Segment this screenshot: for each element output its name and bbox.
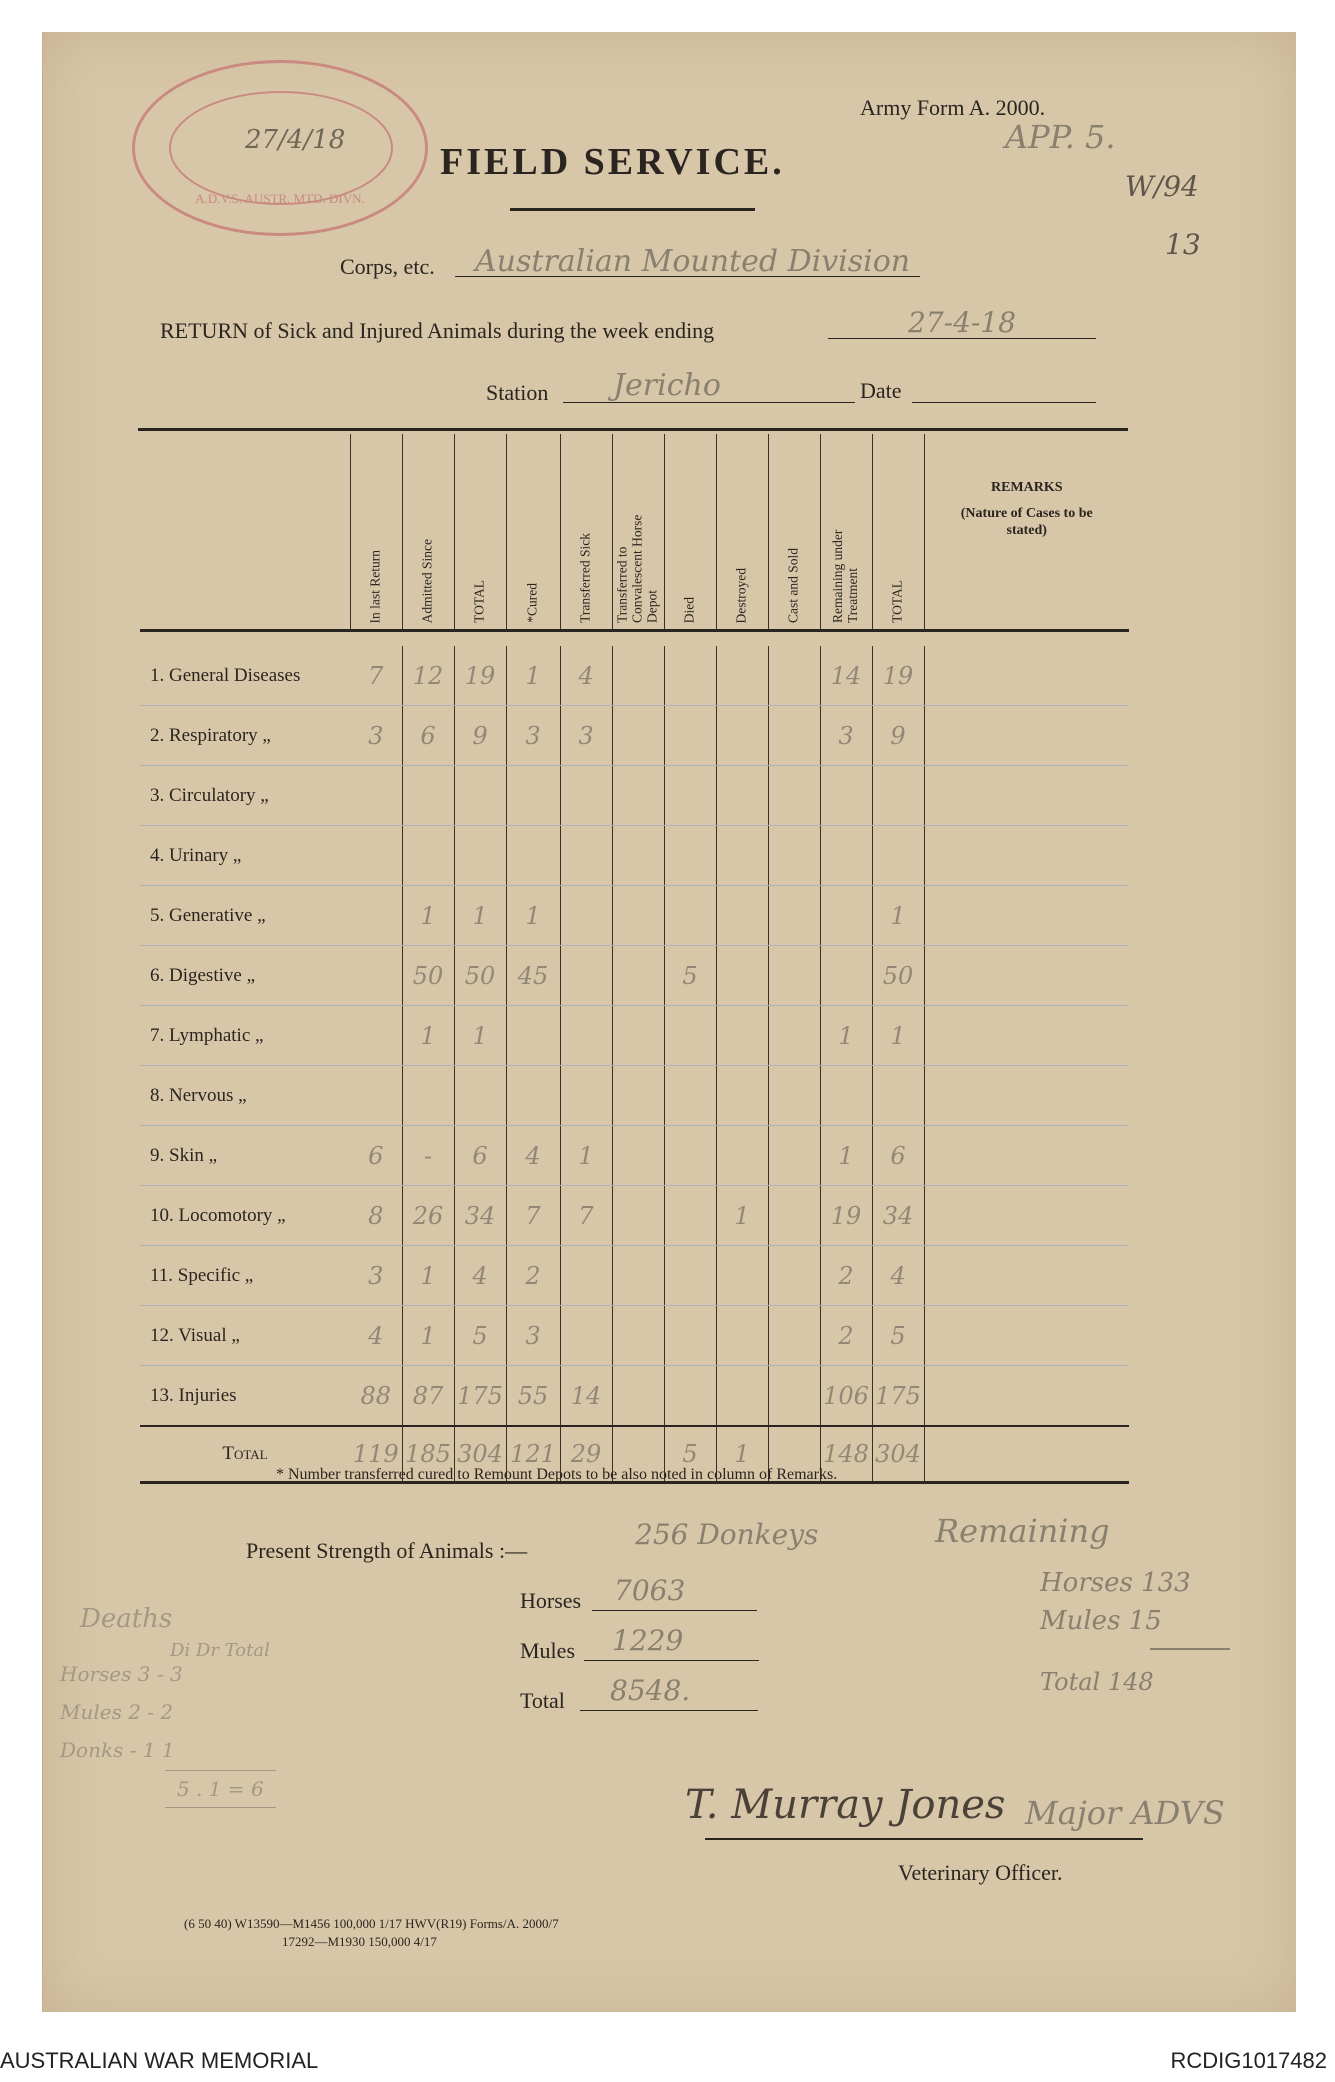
signature-role: Veterinary Officer. (898, 1860, 1063, 1885)
remaining-total: Total 148 (1040, 1668, 1154, 1696)
caption-left: AUSTRALIAN WAR MEMORIAL (0, 2048, 319, 2073)
appendix-note: APP. 5. (1005, 118, 1116, 156)
donkeys-note: 256 Donkeys (635, 1518, 819, 1551)
stamp-date: 27/4/18 (245, 125, 346, 155)
remaining-title: Remaining (935, 1512, 1110, 1550)
table-row: 1. General Diseases 7 12 19 1 4 14 19 (140, 646, 1129, 706)
row-label: 10. Locomotory „ (140, 1186, 350, 1246)
header-cured: *Cured (524, 583, 540, 623)
remaining-rule (1150, 1648, 1230, 1650)
header-remaining: Remaining under Treatment (830, 529, 860, 623)
row-label: 3. Circulatory „ (140, 766, 350, 826)
strength-label: Present Strength of Animals :— (246, 1538, 528, 1563)
table-row: 13. Injuries 88 87 175 55 14 106 175 (140, 1366, 1129, 1427)
army-form-number: Army Form A. 2000. (860, 95, 1046, 120)
row-label: 9. Skin „ (140, 1126, 350, 1186)
row-label: 4. Urinary „ (140, 826, 350, 886)
total-strength-value: 8548. (610, 1674, 691, 1707)
mules-value: 1229 (612, 1624, 684, 1657)
signature-name: T. Murray Jones (685, 1782, 1006, 1828)
mules-label: Mules (520, 1638, 575, 1663)
totals-row: Total 119 185 304 121 29 5 1 148 304 (140, 1426, 1129, 1483)
table-header-row (140, 434, 1129, 631)
mules-field (584, 1624, 759, 1661)
caption-right: RCDIG1017482 (1170, 2048, 1327, 2073)
horses-field (592, 1574, 757, 1611)
table-row: 6. Digestive „ 50 50 45 5 50 (140, 946, 1129, 1006)
returns-table (140, 434, 1129, 1484)
table-top-rule (138, 428, 1128, 431)
signature-line (705, 1838, 1143, 1840)
printer-line-1: (6 50 40) W13590—M1456 100,000 1/17 HWV(R19) Forms/A. 2000/7 (184, 1916, 559, 1931)
week-ending-field (828, 306, 1096, 339)
total-strength-field (580, 1674, 758, 1711)
table-row: 11. Specific „ 3 1 4 2 2 4 (140, 1246, 1129, 1306)
row-label: 8. Nervous „ (140, 1066, 350, 1126)
station-label: Station (486, 380, 549, 405)
row-label: 2. Respiratory „ (140, 706, 350, 766)
remarks-subtitle: (Nature of Cases to be stated) (960, 505, 1093, 538)
remarks-title: REMARKS (990, 480, 1063, 495)
return-label: RETURN of Sick and Injured Animals during the week ending (160, 318, 715, 343)
week-ending-value: 27-4-18 (908, 306, 1016, 339)
deaths-horses: Horses 3 - 3 (60, 1662, 183, 1686)
header-convalescent-depot: Transferred to Convalescent Horse Depot (614, 514, 660, 623)
header-total: TOTAL (471, 580, 487, 623)
header-transferred-sick: Transferred Sick (577, 533, 593, 623)
deaths-title: Deaths (80, 1604, 173, 1634)
signature-rank: Major ADVS (1025, 1794, 1225, 1832)
total-strength-label: Total (520, 1688, 565, 1713)
table-row (140, 766, 1129, 826)
table-row: 5. Generative „ 1 1 1 1 (140, 886, 1129, 946)
header-in-last-return: In last Return (367, 549, 383, 623)
date-label: Date (860, 378, 902, 403)
stamp-text: A.D.V.S. AUSTR. MTD. DIVN. (195, 191, 365, 206)
row-label: 5. Generative „ (140, 886, 350, 946)
deaths-mules: Mules 2 - 2 (60, 1700, 174, 1724)
remaining-mules: Mules 15 (1040, 1606, 1162, 1636)
header-died: Died (681, 596, 697, 623)
corps-label: Corps, etc. (340, 254, 435, 279)
table-row: 7. Lymphatic „ 1 1 1 1 (140, 1006, 1129, 1066)
table-row: 12. Visual „ 4 1 5 3 2 5 (140, 1306, 1129, 1366)
table-row (140, 1066, 1129, 1126)
row-label: 13. Injuries (140, 1366, 350, 1427)
deaths-header: Di Dr Total (170, 1640, 270, 1661)
row-label: 11. Specific „ (140, 1246, 350, 1306)
deaths-donks: Donks - 1 1 (60, 1738, 175, 1762)
row-label: 1. General Diseases (140, 646, 350, 706)
row-label: 7. Lymphatic „ (140, 1006, 350, 1066)
office-stamp (132, 60, 428, 236)
header-destroyed: Destroyed (733, 567, 749, 623)
table-row (140, 826, 1129, 886)
header-cast-and-sold: Cast and Sold (785, 547, 801, 623)
page-number-note: 13 (1165, 228, 1201, 261)
corps-field (455, 244, 920, 277)
remaining-horses: Horses 133 (1040, 1568, 1191, 1598)
station-field (563, 368, 855, 403)
horses-label: Horses (520, 1588, 582, 1613)
total-label: Total (140, 1426, 350, 1483)
title-rule (510, 208, 755, 211)
header-total-2: TOTAL (889, 580, 905, 623)
row-label: 12. Visual „ (140, 1306, 350, 1366)
deaths-total: 5 . 1 = 6 (165, 1770, 276, 1808)
table-row: 2. Respiratory „ 3 6 9 3 3 3 9 (140, 706, 1129, 766)
date-field (912, 368, 1096, 403)
row-label: 6. Digestive „ (140, 946, 350, 1006)
table-row: 10. Locomotory „ 8 26 34 7 7 1 19 34 (140, 1186, 1129, 1246)
header-admitted-since: Admitted Since (419, 538, 435, 623)
reference-note: W/94 (1125, 170, 1199, 203)
table-row: 9. Skin „ 6 - 6 4 1 1 6 (140, 1126, 1129, 1186)
horses-value: 7063 (614, 1574, 686, 1607)
printer-line-2: 17292—M1930 150,000 4/17 (282, 1934, 437, 1949)
station-value: Jericho (613, 368, 721, 403)
corps-value: Australian Mounted Division (475, 244, 911, 279)
footnote: * Number transferred cured to Remount Depots to be also noted in column of Remarks. (276, 1466, 838, 1483)
form-title: FIELD SERVICE. (440, 141, 785, 183)
